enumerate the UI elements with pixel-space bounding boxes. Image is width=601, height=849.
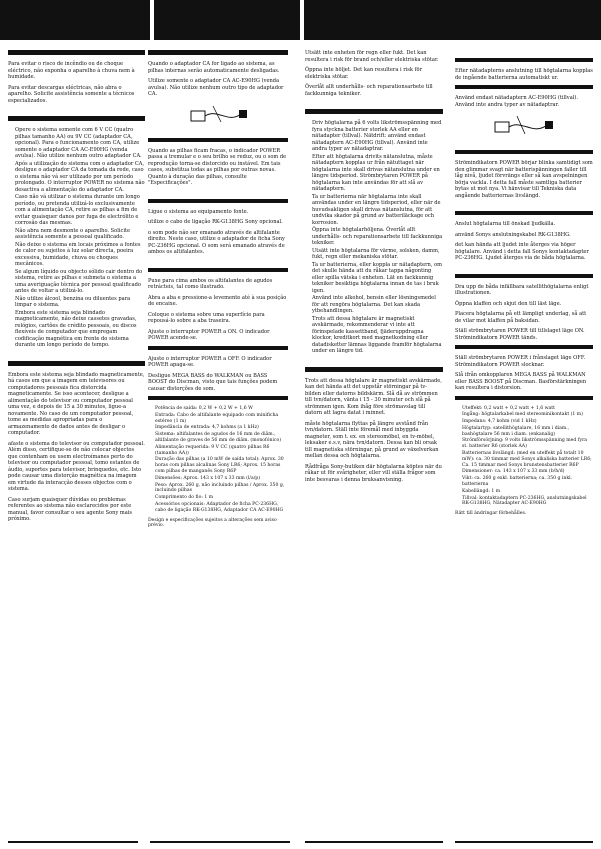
paragraph: afaste o sistema do televisor ou computador pessoal. Além disso, certifique-se de não colocar objectos que contenham ou usem electroímanes perto do televisor ou computador pessoal, tomo estantes de áudio, suportes para televisor, brinquedos, etc. Isto pode causar uma distorção magnética na imagem em virtude da interacção desses objectos com o sistema.: [8, 440, 145, 492]
paragraph: Embora este sistema seja blindado magneticamente, há casos em que a imagem em televisores ou computadores pessoais fica distorcida magneticamente. Se isso acontecer, desligue a alimentação do televisor ou computador pessoal uma vez, e depois de 15 a 30 minutos, ligue-a novamente. No caso de um computador pessoal, tome as medidas apropriadas para o armazenamento de dados antes de desligar o computador.: [8, 371, 145, 436]
paragraph: o som pode não ser emanado através de altifalante direito. Neste caso, utilize o adaptador de ficha Sony PC-236HG opcional. O som será emanado através de ambos os altifalantes.: [148, 229, 285, 255]
paragraph: Dra upp de båda infällbara satellithögtalarna enligt illustrationen.: [455, 283, 589, 296]
paragraph: Utsätt inte enheten för regn eller fukt. Det kan resultera i risk för brand och/eller elektriska stötar.: [305, 50, 439, 63]
paragraph: Puxe para cima ambos os altifalantes de agudos retrácteis, tal como ilustrado.: [148, 277, 273, 290]
section-rule: [305, 109, 443, 114]
paragraph: Ajuste o interruptor POWER a OFF. O indicador POWER apaga-se.: [148, 355, 272, 368]
list-item: • Ta ur batterierna, eller koppla ur nätadaptern, om det skulle hända att du råkar tappa någonting eller spilla vätska i enheten. Lät en fackkunnig tekniker besiktiga högtalarna innan de tas i bruk igen.: [312, 262, 443, 295]
paragraph: Öppna klaffen och skjut den till läst läge.: [455, 300, 562, 307]
spec-item: • Tillval: kontaktadaptern PC-236HG, anslutningskabel RK-G138HG, Nätadapter AC-E90HG: [462, 496, 593, 508]
section-rule: [455, 150, 593, 154]
bottom-rule: [455, 841, 593, 843]
spec-item: • Strömförsörjning: 9 volts likströmsspänning med fyra st. batterier R6 (storlek AA): [462, 438, 593, 450]
ac-adaptor-illustration: [489, 112, 559, 144]
spec-item: • Duração das pilhas (a 10 mW de saída total): Aprox. 30 horas com pilhas alcalinas Sony LR6; Aprox. 15 horas com pilhas de manganês Sony R6P: [155, 457, 288, 474]
paragraph: Ställ strömbrytaren POWER till tillslaget läge ON. Strömindikatorn POWER tänds.: [455, 328, 585, 341]
paragraph: Para evitar descargas eléctricas, não abra o aparelho. Solicite assistência somente a técnicos especializados.: [8, 84, 135, 104]
paragraph: det kan hända att ljudet inte återges via höger högtalare. Använd i detta fall Sonys kontaktadapter PC-236HG. Ljudet återges via de båda högtalarna.: [455, 242, 589, 261]
paragraph: Ligue o sistema ao equipamento fonte.: [148, 208, 249, 215]
section-rule: [455, 396, 593, 400]
paragraph: Strömindikatorn POWER börjar blinka samtidigt som den glimmar svagt när batterispänningen faller till låg nivå, ljudet förvrängs eller så kan avspelningen börja vackla. I detta fall måste samtliga batterier bytas ut mot nya. Vi hänvisar till Tekniska data angående batteriernas livslängd.: [455, 160, 593, 199]
bottom-rule: [305, 841, 443, 843]
paragraph: använd Sonys anslutningskabel RK-G138HG.: [455, 231, 571, 238]
list-item: • Após a utilização do sistema com o adaptador CA, desligue o adaptador CA da tomada da rede, caso o sistema não vá ser utilizado por um período prolongado. O interruptor POWER no sistema não desactiva a alimentação do adaptador CA.: [15, 161, 145, 194]
spec-item: • Acessórios opcionais: Adaptador de ficha PC-236HG, cabo de ligação RK-G138HG, Adaptador CA AC-E90HG: [155, 502, 288, 514]
list-item: • Embora este sistema seja blindado magneticamente, não deixe cassetes gravadas, relógios, cartões de crédito pessoais, ou discos flexíveis de computador que empregam codificação magnética em frente do sistema durante um longo período de tempo.: [15, 310, 145, 349]
list-item: • Använd inte alkohol, bensin eller lösningsmedel för att rengöra högtalarna. Det kan skada ytbehandlingen.: [312, 295, 443, 315]
spec-item: • Alimentação requerida: 9 V CC (quatro pilhas R6 (tamanho AA)): [155, 445, 288, 457]
paragraph: Para evitar o risco de incêndio ou de choque eléctrico, não exponha o aparelho à chuva nem à humidade.: [8, 61, 135, 80]
paragraph: måste högtalarna flyttas på längre avstånd från tvn/datorn. Ställ inte föremål med inbyggda magneter, som t. ex. en stereomöbel, en tv-möbel, leksaker e.s.v, nära tvn/datorn. Dessa kan bli orsak till magnetiska störningar, på grund av växelverkan mellan dessa och högtalarna.: [305, 420, 439, 459]
spec-item: • Batteriernas livslängd: (med en uteffekt på totalt 10 mW): ca. 30 timmar med Sonys alkaliska batterier LR6; Ca. 15 timmar med Sonys brunstensbatterier R6P: [462, 451, 593, 468]
column-sv-operation: [455, 50, 593, 840]
section-rule: [455, 345, 593, 349]
spec-item: • Potência de saída: 0,2 W + 0,2 W + 1,6 W: [155, 406, 288, 412]
paragraph: Ställ strömbrytaren POWER i frånslaget läge OFF. Strömindikatorn POWER slocknar.: [455, 355, 586, 368]
header-bar: [0, 0, 601, 40]
list-item: • Se algum líquido ou objecto sólido cair dentro do sistema, retire as pilhas e submeta o sistema a uma averiguação técnica por pessoal qualificado antes de voltar a utilizá-lo.: [15, 269, 145, 295]
spec-item: • Entrada: Cabo de altifalante equipado com minificha estéreo (1 m): [155, 413, 288, 425]
spec-item: • Impedans: 4,7 kohm (vid 1 kHz): [462, 419, 593, 425]
paragraph: Trots att dessa högtalare är magnetiskt avskärmade, kan det hända att det uppstår störningar på tv-bilden eller datorns bildskärm. Slå då av strömmen till tvn/datorn, vänta i 15 - 30 minuter och slå på strömmen igen. Kom ihåg före strömavslag till datorn att lagra datat i minnet.: [305, 377, 442, 416]
paragraph: Quando o adaptador CA for ligado ao sistema, as pilhas internas serão automaticamente desligadas.: [148, 61, 280, 74]
paragraph: Desligue MEGA BASS do WALKMAN ou BASS BOOST do Discman, visto que tais funções podem causar distorções de som.: [148, 372, 278, 392]
list-item: • Öppna inte högtalarhöljena. Överlåt allt underhålls- och reparationsarbete till fackkunniga tekniker.: [312, 227, 443, 247]
list-item: • Opere o sistema somente com 6 V CC (quatro pilhas tamanho AA) ou 9V CC (adaptador CA, opcional). Para o funcionamento com CA, utilize somente o adaptador CA AC-E90HG (venda avulsa). Não utilize nenhum outro adaptador CA.: [15, 127, 145, 160]
precautions-list: [8, 127, 145, 349]
list-item: • Utsätt inte högtalarna för värme, solsken, damm, fukt, regn eller mekaniska stötar.: [312, 248, 443, 261]
paragraph: Slå ifrån omkopplaren MEGA BASS på WALKMAN eller BASS BOOST på Discman. Basförstärkningen kan resultera i distorsion.: [455, 372, 587, 391]
spec-item: • Sistema: altifalantes de agudos de 16 mm de diâm., altifalante de graves de 56 mm de diâm. (monofónico): [155, 432, 288, 444]
paragraph: utilize o cabo de ligação RK-G138HG Sony opcional.: [148, 219, 283, 225]
bottom-rule: [150, 841, 290, 843]
column-pt-warnings: [8, 50, 145, 840]
paragraph: Utilize somente o adaptador CA AC-E90HG (venda avulsa). Não utilize nenhum outro tipo de adaptador CA.: [148, 78, 284, 97]
paragraph: Rådfråga Sony-butiken där högtalarna köptes när du råkar ut för svårigheter, eller vill ställa frågor som inte besvaras i denna bruksanvisning.: [305, 463, 442, 483]
section-rule: [455, 85, 593, 89]
section-rule: [148, 199, 288, 203]
section-rule: [148, 268, 288, 272]
column-pt-operation: [148, 50, 288, 840]
column-sv-warnings: [305, 50, 443, 840]
section-rule: [148, 50, 288, 55]
header-divider: [150, 0, 154, 40]
section-rule: [8, 361, 145, 366]
section-rule: [455, 274, 593, 278]
spec-item: • Dimensioner: ca. 143 x 107 x 33 mm (b/h/d): [462, 469, 593, 475]
footer-note: Rätt till ändringar förbehålles.: [455, 511, 527, 517]
bottom-rule: [8, 841, 138, 843]
paragraph: Quando as pilhas ficam fracas, o indicador POWER passa a tremular e o seu brilho se reduz, ou o som de reprodução torna-se distorcido ou instável. Em tais casos, substitua todas as pilhas por outras novas. Quanto à duração das pilhas, consulte "Especificações".: [148, 147, 287, 186]
precautions-list: [305, 120, 443, 355]
paragraph: Abra a aba e pressione-a levemente até à sua posição de encaixe.: [148, 294, 287, 307]
spec-item: • Impedância de entrada: 4,7 kohms (a 1 kHz): [155, 425, 288, 431]
paragraph: Öppna inte höljet. Det kan resultera i risk för elektriska stötar.: [305, 67, 423, 80]
paragraph: Anslut högtalarna till önskad ljudkälla.: [455, 221, 556, 227]
spec-item: • Peso: Aprox. 260 g, não incluindo pilhas / Aprox. 350 g, incluindo pilhas: [155, 483, 288, 495]
spec-item: • Uteffekt: 0,2 watt + 0,2 watt + 1,6 watt: [462, 406, 593, 412]
footer-note: Design e especificações sujeitos a alterações sem aviso prévio.: [148, 517, 277, 529]
list-item: • Não deixe o sistema em locais próximos a fontes de calor ou sujeitos à luz solar directa, poeira excessiva, humidade, chuva ou choques mecânicos.: [15, 242, 145, 268]
list-item: • Não utilize álcool, benzina ou diluentes para limpar o sistema.: [15, 296, 145, 309]
paragraph: Ajuste o interruptor POWER a ON. O indicador POWER acende-se.: [148, 328, 270, 341]
section-rule: [148, 346, 288, 350]
spec-item: • Kabellängd: 1 m: [462, 489, 593, 495]
spec-item: • Högtalartyp: satellithögtalare, 16 mm i diam., bashögtalare 56 mm i diam. (enkanalig): [462, 426, 593, 438]
paragraph: Placera högtalarna på ett lämpligt underlag, så att de vilar mot klaffen på baksidan.: [455, 311, 587, 324]
header-divider: [300, 0, 304, 40]
paragraph: Efter nätadapterns anslutning till högtalarna kopplas de ingående batterierna automatiskt ur.: [455, 68, 593, 81]
specifications-list: [148, 406, 288, 514]
paragraph: Överlåt allt underhålls- och reparationsarbete till fackkunniga tekniker.: [305, 84, 433, 97]
paragraph: Använd endast nätadaptern AC-E90HG (tillval). Använd inte andra typer av nätadaptrar.: [455, 95, 578, 108]
list-item: • Driv högtalarna på 6 volts likströmsspänning med fyra styckna batterier storlek AA eller en nätadapter (tillval). Nätdrift: använd endast nätadaptern AC-E90HG (tillval). Använd inte andra typer av nätadaptrar.: [312, 120, 443, 153]
list-item: • Efter att högtalarna drivits nätanslutna, måste nätadaptern kopplas ur från nätuttaget när högtalarna inte skall drivas nätanslutna under en längre tidsperiod. Strömbrytaren POWER på högtalarna kan inte användas för att slå av nätadaptern.: [312, 154, 443, 193]
section-rule: [455, 211, 593, 215]
list-item: • Não abra nem desmonte o aparelho. Solicite assistência somente a pessoal qualificado.: [15, 228, 145, 241]
ac-adaptor-illustration: [183, 102, 253, 132]
list-item: • Trots att dessa högtalare är magnetiskt avskärmade, rekommenderar vi inte att förinspelade kassettband, fjäderuppdragna klockor, kreditkort med magnetkodning eller datadisketter lämnas liggande framför högtalarna under en längre tid.: [312, 316, 443, 355]
section-rule: [455, 58, 593, 62]
section-rule: [148, 138, 288, 142]
section-rule: [8, 50, 145, 55]
specifications-list: [455, 406, 593, 508]
section-rule: [305, 367, 443, 372]
section-rule: [8, 116, 145, 121]
spec-item: • Comprimento do fio: 1 m: [155, 495, 288, 501]
paragraph: Caso surjam quaisquer dúvidas ou problemas referentes ao sistema não esclarecidos por este manual, favor consultar o seu agente Sony mais próximo.: [8, 496, 133, 522]
spec-item: • Vikt: ca. 260 g exkl. batterierna; ca. 350 g inkl. batterierna: [462, 476, 593, 488]
list-item: • Ta ur batterierna när högtalarna inte skall användas under en längre tidsperiod, eller när de huvudsakligen skall drivas nätanslutna, för att undvika skador på grund av batteriläckage och korrosion.: [312, 194, 443, 227]
spec-item: • Ingång: högtalarkabel med stereominikontakt (1 m): [462, 412, 593, 418]
spec-item: • Dimensões: Aprox. 143 x 107 x 33 mm (l/a/p): [155, 476, 288, 482]
list-item: • Caso não vá utilizar o sistema durante um longo período, ou pretenda utilizá-lo exclusivamente com a alimentação CA, retire as pilhas a fim de evitar quaisquer danos por fuga de electrólito e corrosão das mesmas.: [15, 194, 145, 227]
paragraph: Coloque o sistema sobre uma superfície para repousá-lo sobre a aba traseira.: [148, 311, 265, 324]
section-rule: [148, 396, 288, 400]
